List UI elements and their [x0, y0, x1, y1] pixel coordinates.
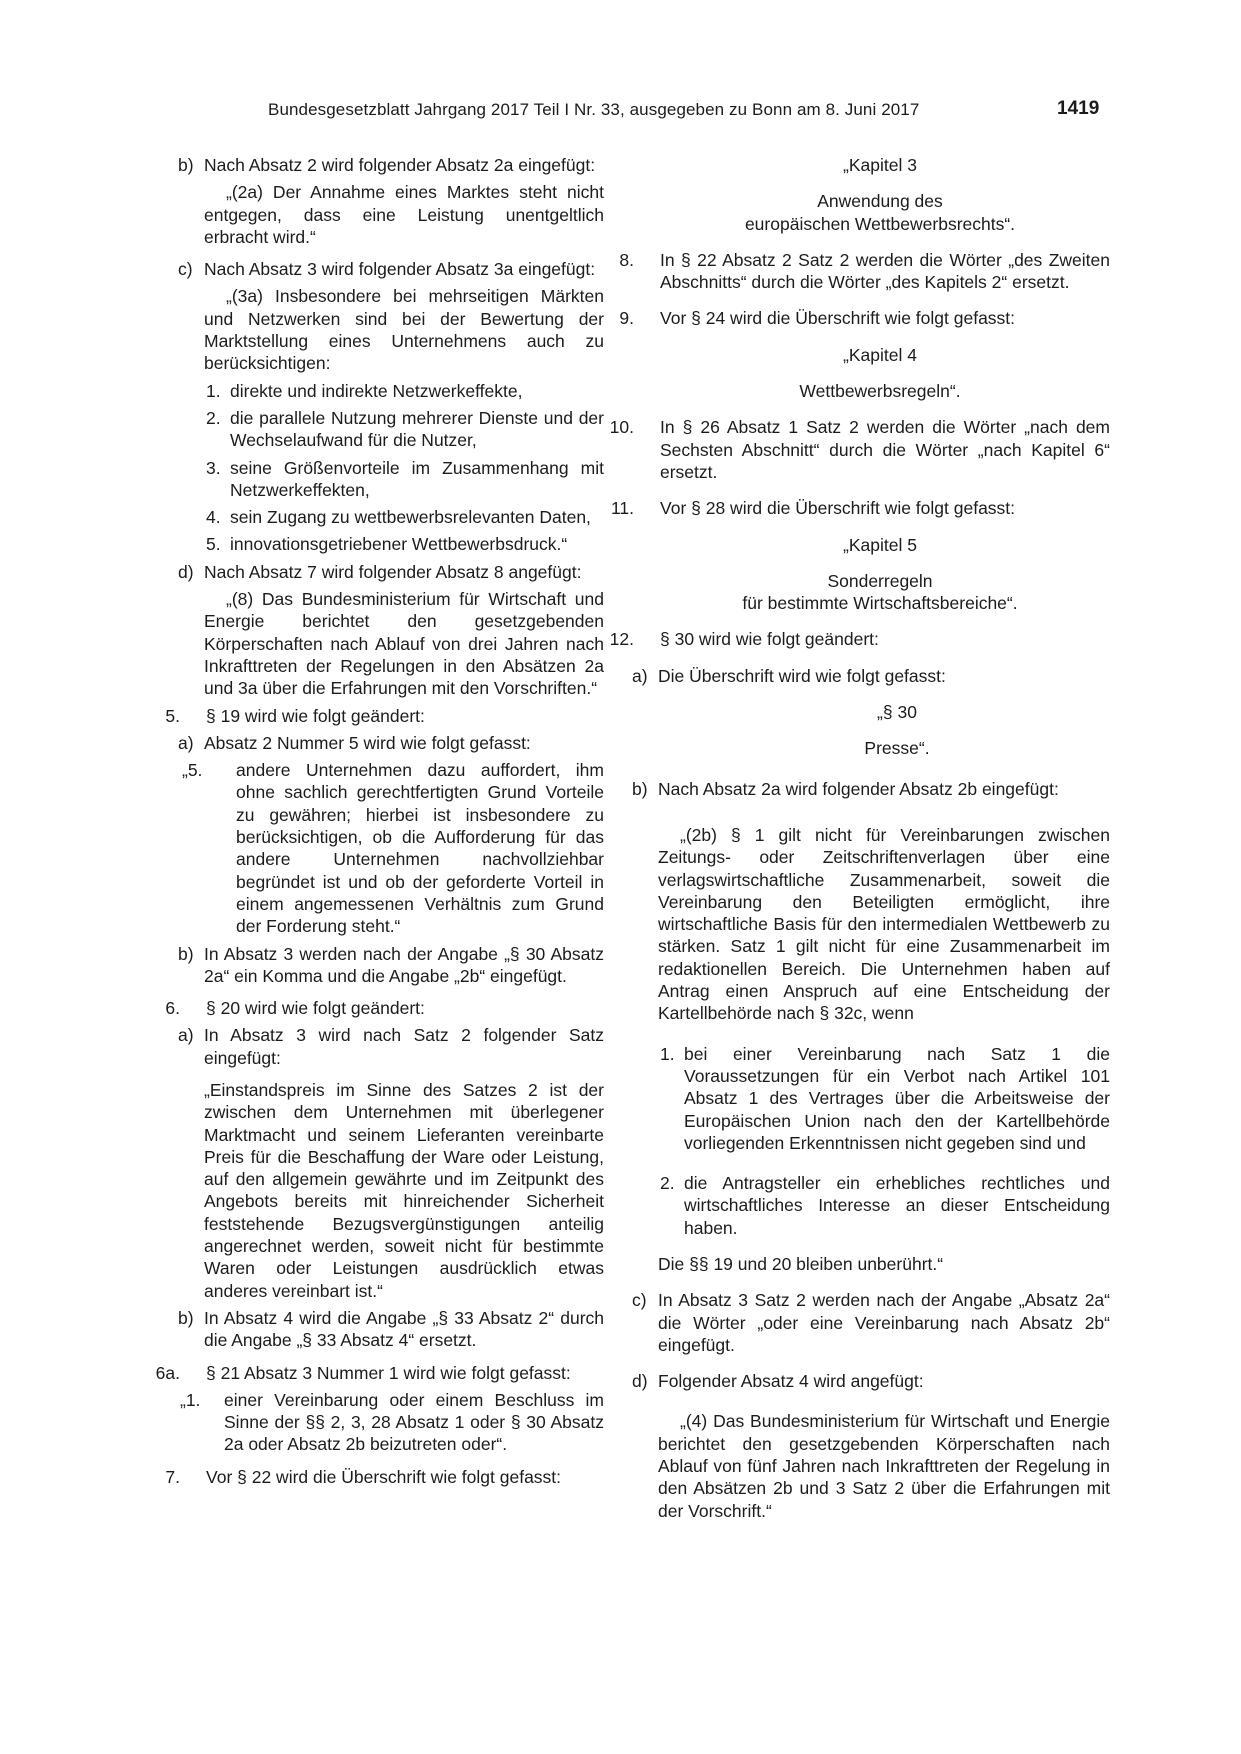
quoted-paragraph-4: „(4) Das Bundesministerium für Wirtschaft und Energie berichtet den gesetzgebenden Körperschaften nach Ablauf von fünf Jahren nach Inkrafttreten der Regelung in den Absätzen 2b und 3 Satz 2 über die Erfahrungen mit der Vorschrift.“ [658, 1411, 1110, 1521]
article-item-6a [152, 1362, 604, 1384]
item-text: Nach Absatz 2a wird folgender Absatz 2b eingefügt: [658, 778, 1059, 799]
list-text: sein Zugang zu wettbewerbsrelevanten Daten, [230, 507, 591, 528]
item-text: § 20 wird wie folgt geändert: [206, 998, 425, 1019]
list-text: die Antragsteller ein erhebliches rechtliches und wirtschaftliches Interesse an dieser Entscheidung haben. [684, 1173, 1110, 1238]
item-marker: a) [178, 732, 194, 753]
quoted-paragraph-2a: „(2a) Der Annahme eines Marktes steht nicht entgegen, dass eine Leistung unentgeltlich erbracht wird.“ [204, 182, 604, 247]
chapter-title: europäischen Wettbewerbsrechts“. [744, 213, 1016, 234]
list-marker: 2. [206, 407, 221, 428]
amendment-item-b [152, 154, 604, 176]
amendment-item-a [152, 1024, 604, 1069]
amendment-item-b [152, 1307, 604, 1352]
chapter-heading-5 [632, 534, 1110, 615]
item-text: Absatz 2 Nummer 5 wird wie folgt gefasst: [204, 732, 531, 753]
item-marker: c) [632, 1290, 647, 1311]
left-column [152, 154, 604, 1488]
item-text: Vor § 22 wird die Überschrift wie folgt gefasst: [206, 1466, 562, 1487]
item-number: 6a. [155, 1362, 180, 1383]
item-text: In Absatz 4 wird die Angabe „§ 33 Absatz 2“ durch die Angabe „§ 33 Absatz 4“ ersetzt. [204, 1307, 604, 1351]
amendment-item-d [152, 561, 604, 583]
item-marker: a) [632, 665, 648, 686]
list-marker: 1. [660, 1043, 675, 1064]
item-text: In Absatz 3 wird nach Satz 2 folgender Satz eingefügt: [204, 1025, 604, 1068]
item-text: In § 26 Absatz 1 Satz 2 werden die Wörter „nach dem Sechsten Abschnitt“ durch die Wörter „nach Kapitel 6“ ersetzt. [660, 417, 1110, 482]
item-text: § 21 Absatz 3 Nummer 1 wird wie folgt gefasst: [206, 1362, 571, 1383]
section-label: „§ 30 [877, 702, 917, 723]
quote-marker: „1. [180, 1389, 201, 1410]
amendment-item-b [606, 778, 1110, 800]
item-marker: d) [178, 561, 194, 582]
list-marker: 4. [206, 507, 221, 528]
item-marker: b) [178, 1307, 194, 1328]
article-item-6 [152, 997, 604, 1019]
chapter-heading-3 [632, 154, 1110, 235]
list-text: bei einer Vereinbarung nach Satz 1 die Voraussetzungen für ein Verbot nach Artikel 101 Absatz 1 des Vertrages über die Arbeitsweise der Europäischen Union nach den der Kartellbehörde vorliegenden Erkenntnissen nicht gegeben sind und [684, 1043, 1110, 1153]
quoted-paragraph-3a: „(3a) Insbesondere bei mehrseitigen Märkten und Netzwerken sind bei der Bewertung der Marktstellung eines Unternehmens auch zu berücksichtigen: [204, 286, 604, 374]
chapter-label: „Kapitel 3 [843, 155, 917, 175]
item-number: 11. [610, 498, 634, 519]
item-text: Vor § 24 wird die Überschrift wie folgt gefasst: [660, 308, 1016, 329]
item-number: 5. [165, 705, 180, 726]
amendment-item-b [152, 943, 604, 988]
list-item [152, 380, 604, 402]
right-column [609, 154, 1110, 1522]
item-text: In Absatz 3 werden nach der Angabe „§ 30 Absatz 2a“ ein Komma und die Angabe „2b“ eingefügt. [204, 943, 604, 986]
amendment-item-c [606, 1289, 1110, 1356]
article-item-11 [606, 497, 1110, 519]
item-text: Vor § 28 wird die Überschrift wie folgt gefasst: [660, 498, 1016, 519]
item-number: 10. [609, 417, 634, 438]
item-text: § 19 wird wie folgt geändert: [206, 705, 425, 726]
chapter-title: Sonderregeln [827, 570, 933, 591]
article-item-8 [606, 249, 1110, 294]
section-title: Presse“. [864, 738, 930, 759]
list-text: die parallele Nutzung mehrerer Dienste und der Wechselaufwand für die Nutzer, [230, 407, 604, 451]
item-marker: c) [178, 259, 193, 280]
quoted-number-1 [152, 1389, 604, 1456]
chapter-label: „Kapitel 5 [843, 534, 917, 555]
quoted-paragraph-8: „(8) Das Bundesministerium für Wirtschaft und Energie berichtet den gesetzgebenden Körperschaften nach Ablauf von drei Jahren nach Inkrafttreten der Regelungen in den Absätzen 2a und 3a über die Erfahrungen mit den Vorschriften.“ [204, 589, 604, 699]
item-marker: b) [178, 155, 194, 175]
item-number: 7. [165, 1466, 180, 1487]
list-item [152, 457, 604, 502]
article-item-10 [606, 416, 1110, 483]
chapter-label: „Kapitel 4 [843, 344, 917, 365]
list-marker: 5. [206, 534, 221, 555]
chapter-title: für bestimmte Wirtschaftsbereiche“. [742, 593, 1018, 614]
list-text: direkte und indirekte Netzwerkeffekte, [230, 380, 523, 401]
item-text: Folgender Absatz 4 wird angefügt: [658, 1371, 924, 1392]
article-item-12 [606, 628, 1110, 650]
item-marker: b) [178, 943, 194, 964]
amendment-item-a [152, 732, 604, 754]
amendment-item-d [606, 1370, 1110, 1392]
amendment-item-a [606, 665, 1110, 687]
item-text: In § 22 Absatz 2 Satz 2 werden die Wörter „des Zweiten Abschnitts“ durch die Wörter „des Kapitels 2“ ersetzt. [660, 249, 1110, 293]
list-text: innovationsgetriebener Wettbewerbsdruck.“ [230, 534, 568, 555]
chapter-title: Wettbewerbsregeln“. [799, 381, 961, 402]
quote-text: einer Vereinbarung oder einem Beschluss im Sinne der §§ 2, 3, 28 Absatz 1 oder § 30 Absatz 2a oder Absatz 2b beizutreten oder“. [224, 1389, 604, 1455]
item-number: 9. [619, 308, 634, 329]
section-heading-30 [632, 701, 1110, 760]
item-text: Nach Absatz 2 wird folgender Absatz 2a eingefügt: [204, 155, 596, 175]
chapter-heading-4 [632, 344, 1110, 403]
article-item-5 [152, 705, 604, 727]
list-item [632, 1043, 1110, 1154]
item-text: Die Überschrift wird wie folgt gefasst: [658, 665, 946, 686]
item-text: § 30 wird wie folgt geändert: [660, 629, 879, 650]
list-marker: 1. [206, 380, 221, 401]
list-item [152, 506, 604, 528]
article-item-9 [606, 307, 1110, 329]
item-marker: b) [632, 778, 648, 799]
item-marker: a) [178, 1025, 194, 1046]
quoted-sentence: „Einstandspreis im Sinne des Satzes 2 ist der zwischen dem Unternehmen mit überlegener Marktmacht und seinem Lieferanten vereinbarte Preis für die Beschaffung der Ware oder Leistung, auf den allgemein gewährte und im Zeitpunkt des Angebots bereits mit hinreichender Sicherheit feststehende Bezugsvergünstigungen anteilig angerechnet werden, soweit nicht für bestimmte Waren oder Leistungen ausdrücklich etwas anderes vereinbart ist.“ [204, 1079, 604, 1301]
quoted-number-5 [152, 759, 604, 937]
list-text: seine Größenvorteile im Zusammenhang mit Netzwerkeffekten, [230, 457, 604, 500]
running-header: Bundesgesetzblatt Jahrgang 2017 Teil I Nr. 33, ausgegeben zu Bonn am 8. Juni 2017 [268, 100, 920, 119]
list-marker: 2. [660, 1173, 675, 1194]
item-text: Nach Absatz 7 wird folgender Absatz 8 angefügt: [204, 561, 582, 582]
list-marker: 3. [206, 457, 221, 478]
list-item [152, 407, 604, 452]
list-item [152, 533, 604, 555]
article-item-7 [152, 1466, 604, 1488]
amendment-item-c [152, 258, 604, 280]
list-item [632, 1172, 1110, 1239]
item-number: 12. [609, 629, 634, 650]
item-number: 8. [619, 249, 634, 270]
item-number: 6. [165, 998, 180, 1019]
quoted-paragraph-2b: „(2b) § 1 gilt nicht für Vereinbarungen zwischen Zeitungs- oder Zeitschriftenverlagen über eine verlagswirtschaftliche Zusammenarbeit, soweit die Vereinbarung den Beteiligten ermöglicht, ihre wirtschaftliche Basis für den intermedialen Wettbewerb zu stärken. Satz 1 gilt nicht für eine Zusammenarbeit im redaktionellen Bereich. Die Unternehmen haben auf Antrag einen Anspruch auf eine Entscheidung der Kartellbehörde nach § 32c, wenn [658, 824, 1110, 1024]
page-number: 1419 [1057, 98, 1100, 119]
chapter-title: Anwendung des [817, 191, 943, 212]
item-text: In Absatz 3 Satz 2 werden nach der Angabe „Absatz 2a“ die Wörter „oder eine Vereinbarung nach Absatz 2b“ eingefügt. [658, 1290, 1110, 1355]
item-marker: d) [632, 1371, 648, 1392]
closing-sentence: Die §§ 19 und 20 bleiben unberührt.“ [658, 1253, 944, 1274]
quote-text: andere Unternehmen dazu auffordert, ihm ohne sachlich gerechtfertigten Grund Vorteile zu gewähren; hierbei ist insbesondere zu berücksichtigen, ob die Aufforderung für das andere Unternehmen nachvollziehbar begründet ist und ob der geforderte Vorteil in einem angemessenen Verhältnis zum Grund der Forderung steht.“ [236, 760, 604, 937]
quote-marker: „5. [182, 760, 203, 781]
item-text: Nach Absatz 3 wird folgender Absatz 3a eingefügt: [204, 259, 596, 280]
